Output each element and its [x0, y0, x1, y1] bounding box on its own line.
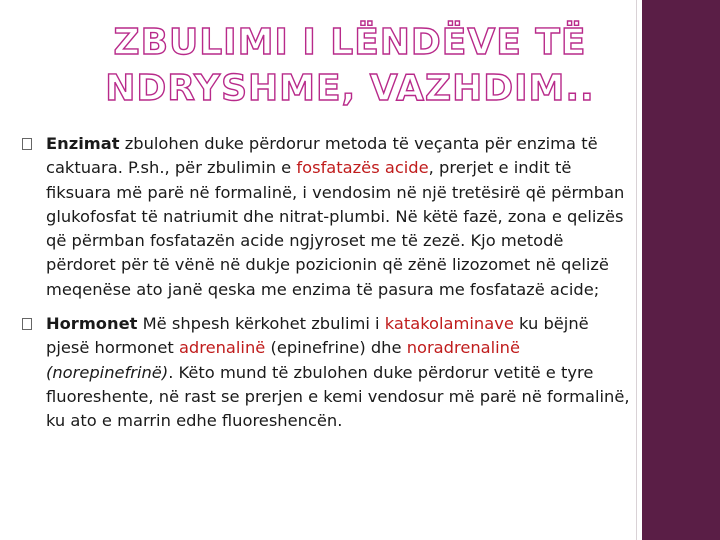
paragraph-text: , prerjet e indit të fiksuara më parë në formalinë, i vendosim në një tretësirë që përmban glukofosfat të natriumit dhe nitrat-plumbi. Në këtë fazë, zona e qelizës që përmban fosfatazën acide ngjyroset me të zezë. Kjo metodë përdoret për të vënë në dukje pozicionin që zënë lizozomet në qelizë meqenëse ato janë qeska me enzima të pasura me fosfatazë acide;: [46, 158, 625, 299]
empty-box-icon: [22, 138, 32, 150]
paragraph-enzimat: [22, 132, 632, 302]
paragraph-hormonet: [22, 312, 632, 433]
paragraph-text: (epinefrine) dhe: [265, 338, 407, 358]
paragraph-text: zbulohen duke përdorur metoda të veçanta për enzima të caktuara. P.sh., për zbulimin e: [46, 134, 598, 178]
slide-content: [22, 132, 632, 444]
paragraph-text: Më shpesh kërkohet zbulimi i: [137, 314, 385, 334]
highlight-term: fosfatazës acide: [296, 158, 429, 178]
highlight-term: katakolaminave: [384, 314, 514, 334]
paragraph-lead: Hormonet: [46, 314, 138, 334]
side-bar: [642, 0, 720, 540]
slide-title: ZBULIMI I LËNDËVE TË NDRYSHME, VAZHDIM..: [105, 22, 595, 109]
paragraph-lead: Enzimat: [46, 134, 120, 153]
highlight-term: adrenalinë: [178, 338, 266, 358]
paragraph-text: . Këto mund të zbulohen duke përdorur vetitë e tyre fluoreshente, në rast se prerjen e kemi vendosur më parë në formalinë, ku ato e marrin edhe fluoreshencën.: [46, 362, 630, 431]
empty-box-icon: [22, 318, 32, 330]
italic-term: (norepinefrinë): [46, 362, 169, 382]
highlight-term: noradrenalinë: [406, 338, 521, 358]
paragraph-text: ku bëjnë pjesë hormonet: [46, 314, 589, 358]
